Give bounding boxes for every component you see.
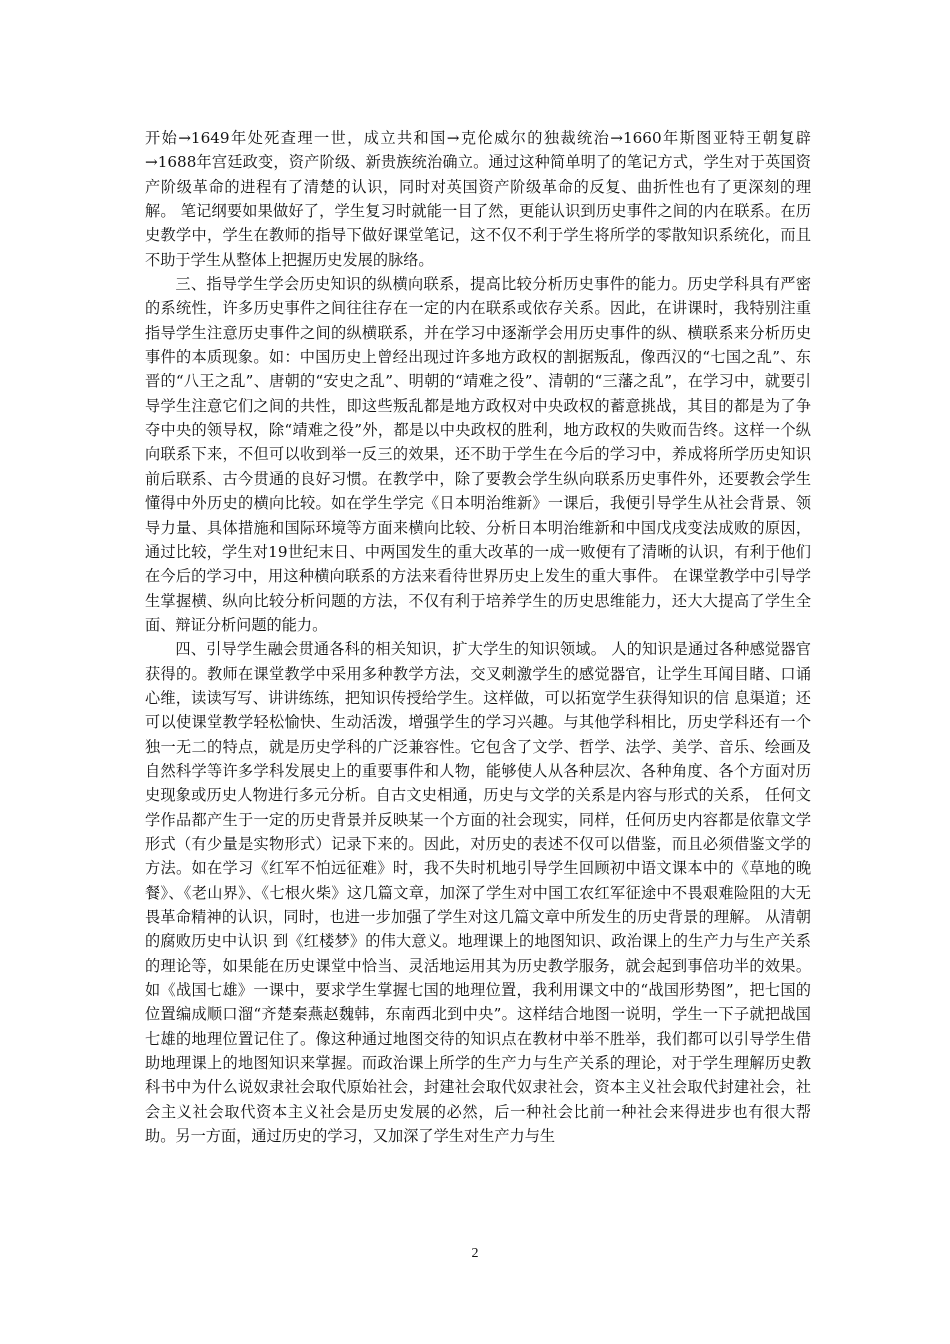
paragraph-continued: 开始→1649年处死查理一世，成立共和国→克伦威尔的独裁统治→1660年斯图亚特王朝复辟→1688年宫廷政变，资产阶级、新贵族统治确立。通过这种简单明了的笔记方式，学生对于英国资产阶级革命的进程有了清楚的认识，同时对英国资产阶级革命的反复、曲折性也有了更深刻的理解。 笔记纲要如果做好了，学生复习时就能一目了然，更能认识到历史事件之间的内在联系。在历史教学中，学生在教师的指导下做好课堂笔记，这不仅不利于学生将所学的零散知识系统化，而且不助于学生从整体上把握历史发展的脉络。 xyxy=(145,129,811,269)
paragraph-section-three: 三、指导学生学会历史知识的纵横向联系，提高比较分析历史事件的能力。历史学科具有严密的系统性，许多历史事件之间往往存在一定的内在联系或依存关系。因此，在讲课时，我特别注重指导学生注意历史事件之间的纵横联系，并在学习中逐渐学会用历史事件的纵、横联系来分析历史事件的本质现象。如：中国历史上曾经出现过许多地方政权的割据叛乱，像西汉的“七国之乱”、东晋的“八王之乱”、唐朝的“安史之乱”、明朝的“靖难之役”、清朝的“三藩之乱”，在学习中，就要引导学生注意它们之间的共性，即这些叛乱都是地方政权对中央政权的蓄意挑战，其目的都是为了争夺中央的领导权，除“靖难之役”外，都是以中央政权的胜利，地方政权的失败而告终。这样一个纵向联系下来，不但可以收到举一反三的效果，还不助于学生在今后的学习中，养成将所学历史知识前后联系、古今贯通的良好习惯。在教学中，除了要教会学生纵向联系历史事件外，还要教会学生懂得中外历史的横向比较。如在学生学完《日本明治维新》一课后，我便引导学生从社会背景、领导力量、具体措施和国际环境等方面来横向比较、分析日本明治维新和中国戊戌变法成败的原因，通过比较，学生对19世纪末日、中两国发生的重大改革的一成一败便有了清晰的认识，有利于他们在今后的学习中，用这种横向联系的方法来看待世界历史上发生的重大事件。 在课堂教学中引导学生掌握横、纵向比较分析问题的方法，不仅有利于培养学生的历史思维能力，还大大提高了学生全面、辩证分析问题的能力。 xyxy=(145,275,811,634)
document-body xyxy=(145,126,811,1148)
paragraph-section-four: 四、引导学生融会贯通各科的相关知识，扩大学生的知识领域。 人的知识是通过各种感觉器官获得的。教师在课堂教学中采用多种教学方法，交叉刺激学生的感觉器官，让学生耳闻目睹、口诵心维，读读写写、讲讲练练，把知识传授给学生。这样做，可以拓宽学生获得知识的信 息渠道；还可以使课堂教学轻松愉快、生动活泼，增强学生的学习兴趣。与其他学科相比，历史学科还有一个独一无二的特点，就是历史学科的广泛兼容性。它包含了文学、哲学、法学、美学、音乐、绘画及自然科学等许多学科发展史上的重要事件和人物，能够使人从各种层次、各种角度、各个方面对历史现象或历史人物进行多元分析。自古文史相通，历史与文学的关系是内容与形式的关系， 任何文学作品都产生于一定的历史背景并反映某一个方面的社会现实，同样，任何历史内容都是依靠文学形式（有少量是实物形式）记录下来的。因此，对历史的表述不仅可以借鉴，而且必须借鉴文学的方法。如在学习《红军不怕远征难》时，我不失时机地引导学生回顾初中语文课本中的《草地的晚餐》、《老山界》、《七根火柴》这几篇文章，加深了学生对中国工农红军征途中不畏艰难险阻的大无畏革命精神的认识，同时，也进一步加强了学生对这几篇文章中所发生的历史背景的理解。 从清朝的腐败历史中认识 到《红楼梦》的伟大意义。地理课上的地图知识、政治课上的生产力与生产关系的理论等，如果能在历史课堂中恰当、灵活地运用其为历史教学服务，就会起到事倍功半的效果。如《战国七雄》一课中，要求学生掌握七国的地理位置，我利用课文中的“战国形势图”，把七国的位置编成顺口溜“齐楚秦燕赵魏韩，东南西北到中央”。这样结合地图一说明，学生一下子就把战国七雄的地理位置记住了。像这种通过地图交待的知识点在教材中举不胜举，我们都可以引导学生借助地理课上的地图知识来掌握。而政治课上所学的生产力与生产关系的理论，对于学生理解历史教科书中为什么说奴隶社会取代原始社会，封建社会取代奴隶社会，资本主义社会取代封建社会，社会主义社会取代资本主义社会是历史发展的必然，后一种社会比前一种社会来得进步也有很大帮助。另一方面，通过历史的学习，又加深了学生对生产力与生 xyxy=(145,640,811,1146)
page-number: 2 xyxy=(471,1246,479,1261)
